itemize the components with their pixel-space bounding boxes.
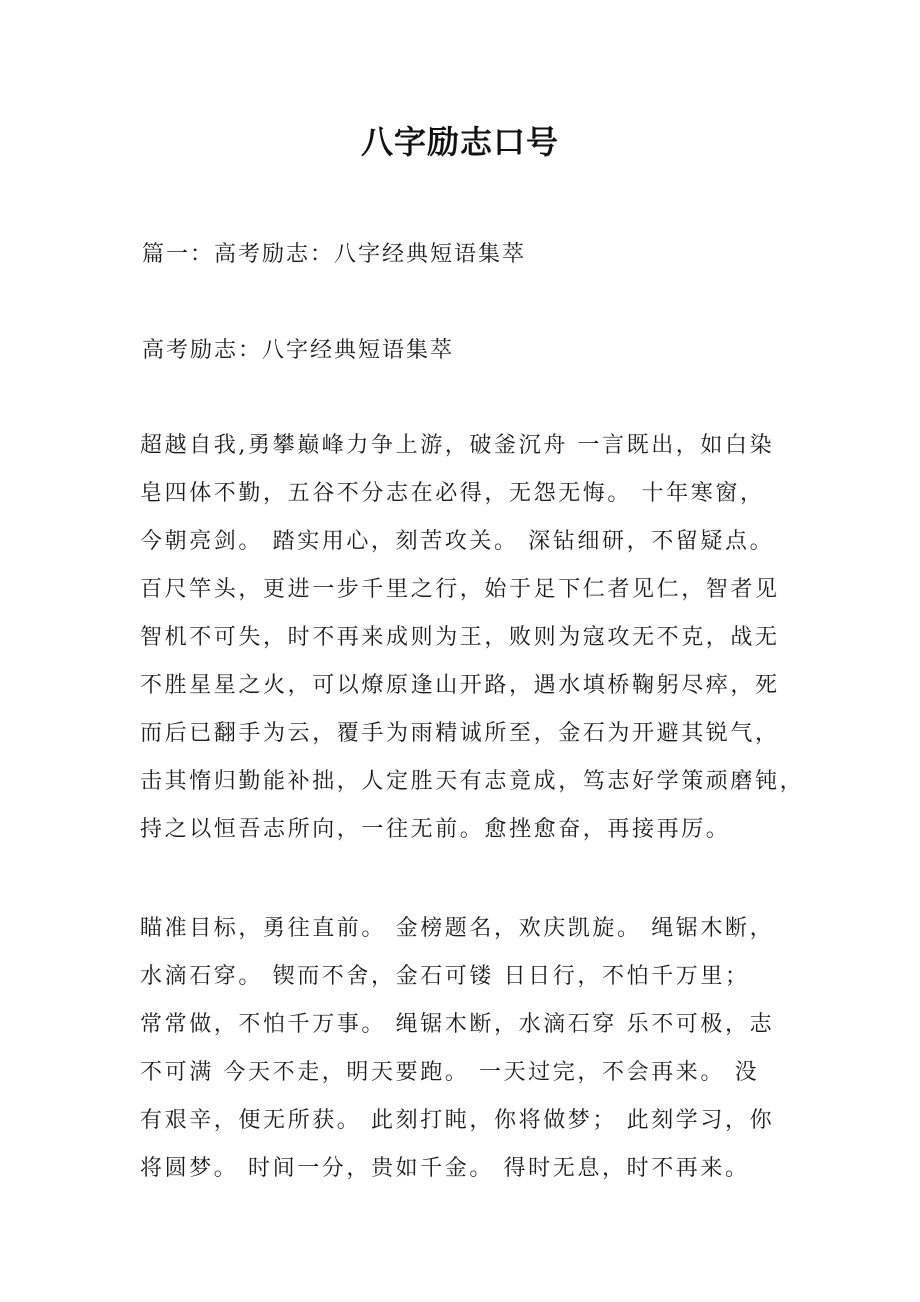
paragraph-line: 超越自我,勇攀巅峰力争上游，破釜沉舟 一言既出，如白染: [140, 433, 775, 458]
paragraph-line: 水滴石穿。 锲而不舍，金石可镂 日日行，不怕千万里；: [140, 964, 750, 989]
paragraph-line: 瞄准目标，勇往直前。 金榜题名，欢庆凯旋。 绳锯木断，: [140, 916, 775, 941]
paragraph-line: 皂四体不勤，五谷不分志在必得，无怨无悔。 十年寒窗，: [140, 481, 765, 506]
paragraph-line: 不可满 今天不走，明天要跑。 一天过完，不会再来。 没: [140, 1060, 760, 1085]
paragraph-2: [140, 905, 820, 1193]
paragraph-line: 常常做，不怕千万事。 绳锯木断，水滴石穿 乐不可极，志: [140, 1012, 775, 1037]
paragraph-line: 有艰辛，便无所获。 此刻打盹，你将做梦； 此刻学习，你: [140, 1108, 775, 1133]
document-title: 八字励志口号: [360, 123, 559, 161]
section-heading: 篇一：高考励志：八字经典短语集萃: [142, 242, 527, 267]
paragraph-line: 智机不可失，时不再来成则为王，败则为寇攻无不克，战无: [140, 625, 780, 650]
paragraph-line: 持之以恒吾志所向，一往无前。愈挫愈奋，再接再厉。: [140, 817, 731, 842]
paragraph-line: 将圆梦。 时间一分，贵如千金。 得时无息，时不再来。: [140, 1156, 750, 1181]
paragraph-line: 百尺竿头，更进一步千里之行，始于足下仁者见仁，智者见: [140, 577, 780, 602]
sub-heading: 高考励志：八字经典短语集萃: [142, 338, 455, 363]
paragraph-line: 今朝亮剑。 踏实用心，刻苦攻关。 深钻细研，不留疑点。: [140, 529, 775, 554]
paragraph-line: 击其惰归勤能补拙，人定胜天有志竟成，笃志好学策顽磨钝，: [140, 769, 805, 794]
paragraph-1: [140, 422, 820, 854]
paragraph-line: 而后已翻手为云，覆手为雨精诚所至，金石为开避其锐气，: [140, 721, 780, 746]
paragraph-line: 不胜星星之火，可以燎原逢山开路，遇水填桥鞠躬尽瘁，死: [140, 673, 780, 698]
